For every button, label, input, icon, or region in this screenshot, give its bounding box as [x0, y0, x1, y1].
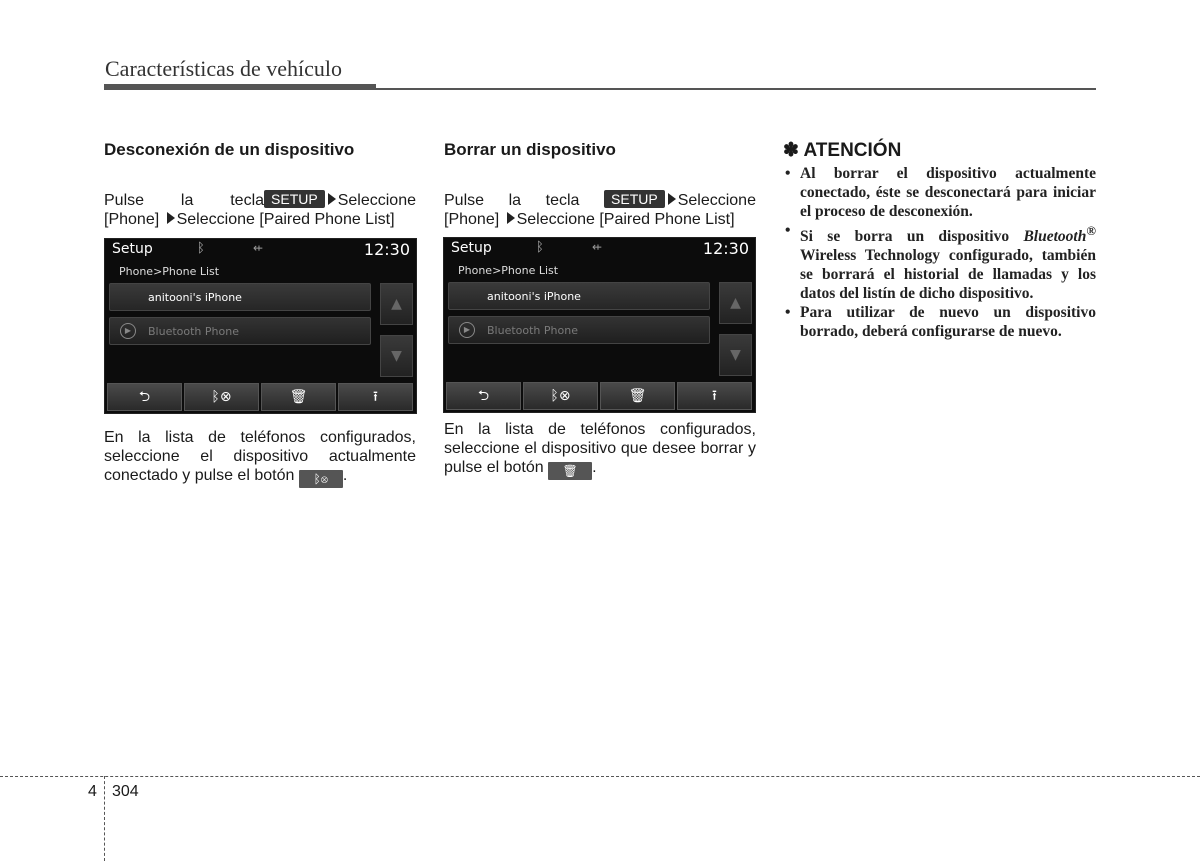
trash-icon: 🗑 — [548, 462, 592, 480]
attention-item — [783, 164, 1096, 221]
attention-item-text: Para utilizar de nuevo un dispositivo borrado, deberá configurarse de nuevo. — [800, 304, 1096, 341]
scroll-down-button[interactable] — [719, 334, 752, 376]
page-number: 304 — [112, 783, 139, 800]
col2-caption — [444, 420, 756, 480]
play-icon: ▶ — [120, 323, 136, 339]
device-name: anitooni's iPhone — [148, 291, 242, 304]
device-name: Bluetooth Phone — [148, 325, 239, 338]
device-row[interactable] — [109, 283, 371, 311]
trash-icon: 🗑 — [628, 388, 647, 404]
instr-pulse: Pulse — [444, 191, 485, 209]
screen-disconnect — [104, 238, 417, 414]
scroll-down-button[interactable] — [380, 335, 413, 377]
screen-status-bar — [444, 238, 755, 260]
device-name: anitooni's iPhone — [487, 290, 581, 303]
attention-item — [783, 303, 1096, 341]
caption-period: . — [342, 467, 348, 484]
screen-clock: 12:30 — [363, 240, 410, 259]
instr-la: la — [508, 191, 522, 209]
header-rule-thick — [104, 84, 376, 90]
arrow-up-icon: ▲ — [730, 295, 741, 311]
upload-button[interactable] — [338, 383, 413, 411]
delete-button[interactable] — [600, 382, 675, 410]
chapter-number: 4 — [88, 783, 97, 800]
instr-select: Seleccione — [677, 192, 756, 209]
screen-bottom-bar — [444, 382, 755, 412]
screen-breadcrumb: Phone>Phone List — [458, 264, 559, 277]
arrow-right-icon — [328, 193, 336, 205]
caption-text: En la lista de teléfonos configurados, seleccione el dispositivo actualmente conectado y pulse el botón — [104, 429, 416, 484]
upload-icon: ⭱ — [712, 388, 717, 404]
screen-delete — [443, 237, 756, 413]
device-row[interactable] — [448, 316, 710, 344]
col1-heading: Desconexión de un dispositivo — [104, 140, 355, 159]
instr-pulse: Pulse — [104, 191, 145, 209]
arrow-down-icon: ▼ — [730, 347, 741, 363]
bluetooth-disconnect-icon: ᛒ⊗ — [550, 388, 571, 404]
arrow-right-icon — [668, 193, 676, 205]
setup-key: SETUP — [264, 190, 325, 208]
bluetooth-disconnect-icon: ᛒ⊗ — [299, 470, 343, 488]
device-row[interactable] — [448, 282, 710, 310]
trash-icon: 🗑 — [289, 389, 308, 405]
scroll-up-button[interactable] — [719, 282, 752, 324]
header-rule-thin — [376, 88, 1096, 90]
instr-phone: [Phone] — [444, 211, 500, 228]
attention-item-text: Al borrar el dispositivo actualmente conectado, éste se desconectará para iniciar el proceso de desconexión. — [800, 165, 1096, 220]
instr-tecla: tecla — [230, 192, 265, 209]
attention-item-italic: Bluetooth — [1023, 228, 1087, 246]
device-name: Bluetooth Phone — [487, 324, 578, 337]
device-row[interactable] — [109, 317, 371, 345]
arrow-right-icon — [167, 212, 175, 224]
screen-status-bar — [105, 239, 416, 261]
screen-bottom-bar — [105, 383, 416, 413]
usb-icon: ⇷ — [253, 241, 264, 255]
setup-key: SETUP — [604, 190, 665, 208]
screen-title: Setup — [112, 241, 153, 257]
registered-mark: ® — [1086, 223, 1096, 238]
col1-caption — [104, 428, 416, 488]
bluetooth-icon: ᛒ — [536, 240, 544, 255]
bluetooth-icon: ᛒ — [197, 241, 205, 256]
delete-button[interactable] — [261, 383, 336, 411]
disconnect-button[interactable] — [523, 382, 598, 410]
footer-rule — [0, 776, 1200, 777]
upload-icon: ⭱ — [373, 389, 378, 405]
usb-icon: ⇷ — [592, 240, 603, 254]
back-icon: ⮌ — [138, 389, 151, 405]
arrow-right-icon — [507, 212, 515, 224]
col1-instructions — [104, 190, 416, 229]
arrow-up-icon: ▲ — [391, 296, 402, 312]
instr-select: Seleccione — [337, 192, 416, 209]
page-header-title: Características de vehículo — [105, 56, 343, 81]
bluetooth-disconnect-icon: ᛒ⊗ — [211, 389, 232, 405]
col2-heading: Borrar un dispositivo — [444, 140, 616, 159]
back-icon: ⮌ — [477, 388, 490, 404]
footer-divider — [104, 776, 105, 861]
arrow-down-icon: ▼ — [391, 348, 402, 364]
attention-box — [783, 164, 1096, 341]
disconnect-button[interactable] — [184, 383, 259, 411]
col2-instructions — [444, 190, 756, 229]
back-button[interactable] — [107, 383, 182, 411]
upload-button[interactable] — [677, 382, 752, 410]
caption-period: . — [592, 459, 597, 476]
attention-item-text: Si se borra un dispositivo — [800, 228, 1010, 246]
attention-list — [783, 164, 1096, 341]
attention-item-text: Wireless Technology configurado, también se borrará el historial de llamadas y los datos del listín de dicho dispositivo. — [800, 247, 1096, 303]
instr-la: la — [180, 191, 194, 209]
screen-title: Setup — [451, 240, 492, 256]
instr-paired: Seleccione [Paired Phone List] — [516, 211, 735, 228]
attention-item — [783, 221, 1096, 303]
play-icon: ▶ — [459, 322, 475, 338]
instr-phone: [Phone] — [104, 211, 160, 228]
scroll-up-button[interactable] — [380, 283, 413, 325]
attention-title: ✽ ATENCIÓN — [783, 140, 902, 161]
screen-clock: 12:30 — [702, 239, 749, 258]
instr-tecla: tecla — [545, 191, 580, 209]
caption-text: En la lista de teléfonos configurados, seleccione el dispositivo que desee borrar y pulse el botón — [444, 421, 756, 476]
instr-paired: Seleccione [Paired Phone List] — [176, 211, 395, 228]
screen-breadcrumb: Phone>Phone List — [119, 265, 220, 278]
back-button[interactable] — [446, 382, 521, 410]
